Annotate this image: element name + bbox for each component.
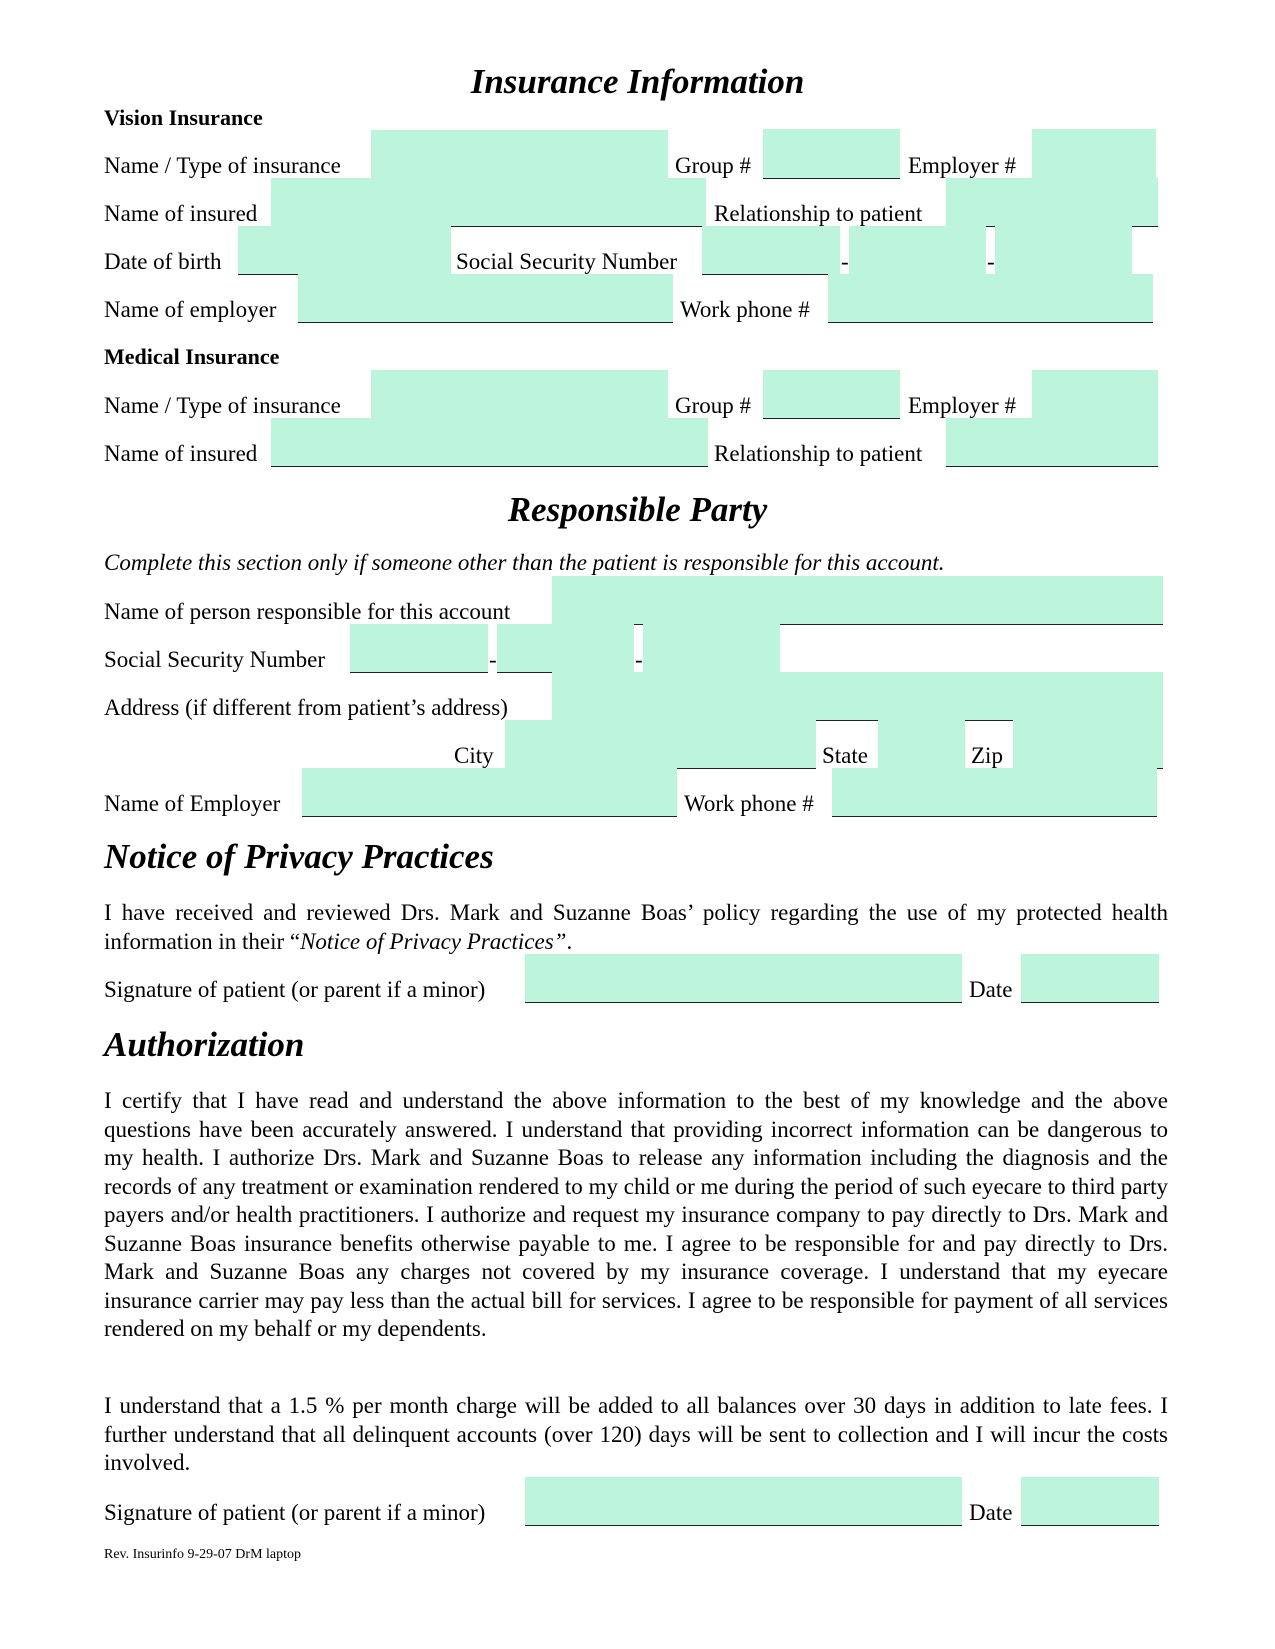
medical-name-type-label: Name / Type of insurance	[104, 393, 341, 418]
privacy-notice-title: Notice of Privacy Practices”	[300, 928, 567, 954]
ssn-dash: -	[987, 249, 995, 274]
medical-name-insured-label: Name of insured	[104, 441, 258, 466]
privacy-date-field[interactable]	[1021, 954, 1159, 1003]
ssn-dash: -	[841, 249, 849, 274]
medical-relationship-field[interactable]	[946, 418, 1158, 467]
medical-insurance-heading: Medical Insurance	[104, 344, 280, 369]
responsible-work-phone-field[interactable]	[832, 768, 1157, 817]
authorization-date-label: Date	[969, 1500, 1013, 1525]
responsible-state-label: State	[822, 743, 868, 768]
responsible-address-label: Address (if different from patient’s address)	[104, 695, 508, 720]
medical-name-insured-field[interactable]	[271, 418, 708, 467]
responsible-party-note: Complete this section only if someone other than the patient is responsible for this account.	[104, 550, 945, 575]
responsible-name-field[interactable]	[552, 576, 1163, 625]
vision-name-employer-label: Name of employer	[104, 297, 277, 322]
revision-footer: Rev. Insurinfo 9-29-07 DrM laptop	[104, 1547, 302, 1562]
responsible-address-field[interactable]	[552, 672, 1163, 721]
authorization-paragraph-2: I understand that a 1.5 % per month charge will be added to all balances over 30 days in addition to late fees. I further understand that all delinquent accounts (over 120) days will be sent to collection and I will incur the costs involved.	[104, 1393, 1168, 1475]
vision-work-phone-field[interactable]	[828, 274, 1153, 323]
responsible-city-label: City	[454, 743, 494, 768]
responsible-ssn-part1-field[interactable]	[350, 624, 488, 673]
privacy-title: Notice of Privacy Practices	[104, 837, 494, 876]
vision-dob-label: Date of birth	[104, 249, 222, 274]
vision-relationship-field[interactable]	[946, 178, 1158, 227]
responsible-employer-label: Name of Employer	[104, 791, 281, 816]
authorization-signature-label: Signature of patient (or parent if a minor)	[104, 1500, 486, 1525]
authorization-signature-field[interactable]	[525, 1477, 962, 1526]
responsible-ssn-part2-field[interactable]	[497, 624, 634, 673]
privacy-text-part2: .	[566, 928, 573, 954]
responsible-zip-field[interactable]	[1013, 720, 1163, 769]
privacy-signature-field[interactable]	[525, 954, 962, 1003]
authorization-paragraph-1: I certify that I have read and understand the above information to the best of my knowledge and the above questions have been accurately answered. I understand that providing incorrect information can be dangerous to my health. I authorize Drs. Mark and Suzanne Boas to release any information including the diagnosis and the records of any treatment or examination rendered to my child or me during the period of such eyecare to third party payers and/or health practitioners. I authorize and request my insurance company to pay directly to Drs. Mark and Suzanne Boas insurance benefits otherwise payable to me. I agree to be responsible for and pay directly to Drs. Mark and Suzanne Boas any charges not covered by my insurance coverage. I understand that my eyecare insurance carrier may pay less than the actual bill for services. I agree to be responsible for payment of all services rendered on my behalf or my dependents.	[104, 1088, 1168, 1341]
vision-ssn-part2-field[interactable]	[849, 226, 986, 275]
responsible-party-title: Responsible Party	[507, 490, 768, 529]
medical-relationship-label: Relationship to patient	[714, 441, 923, 466]
ssn-dash: -	[489, 647, 497, 672]
authorization-title: Authorization	[104, 1025, 305, 1064]
responsible-employer-field[interactable]	[302, 768, 677, 817]
responsible-name-label: Name of person responsible for this account	[104, 599, 511, 624]
responsible-state-field[interactable]	[878, 720, 965, 769]
responsible-zip-label: Zip	[971, 743, 1003, 768]
vision-employer-label: Employer #	[908, 153, 1016, 178]
vision-ssn-label: Social Security Number	[456, 249, 678, 274]
responsible-ssn-part3-field[interactable]	[643, 624, 780, 673]
vision-ssn-part3-field[interactable]	[995, 226, 1132, 275]
vision-group-field[interactable]	[763, 129, 900, 179]
vision-relationship-label: Relationship to patient	[714, 201, 923, 226]
vision-work-phone-label: Work phone #	[680, 297, 810, 322]
privacy-statement	[104, 899, 1168, 956]
responsible-city-field[interactable]	[505, 720, 816, 769]
privacy-date-label: Date	[969, 977, 1013, 1002]
privacy-signature-label: Signature of patient (or parent if a minor)	[104, 977, 486, 1002]
medical-employer-field[interactable]	[1032, 370, 1158, 419]
vision-insurance-type-field[interactable]	[371, 130, 668, 179]
vision-employer-field[interactable]	[1032, 129, 1156, 179]
responsible-ssn-label: Social Security Number	[104, 647, 326, 672]
vision-name-type-label: Name / Type of insurance	[104, 153, 341, 178]
authorization-date-field[interactable]	[1021, 1477, 1159, 1526]
medical-group-field[interactable]	[763, 370, 900, 419]
vision-insurance-heading: Vision Insurance	[104, 105, 263, 130]
privacy-text-part1: I have received and reviewed Drs. Mark and Suzanne Boas’ policy regarding the use of my protected health information in their “	[104, 900, 1168, 954]
vision-group-label: Group #	[675, 153, 752, 178]
medical-group-label: Group #	[675, 393, 752, 418]
responsible-work-phone-label: Work phone #	[684, 791, 814, 816]
vision-dob-field[interactable]	[238, 226, 451, 275]
medical-insurance-type-field[interactable]	[371, 370, 668, 419]
vision-ssn-part1-field[interactable]	[702, 226, 840, 275]
vision-name-insured-label: Name of insured	[104, 201, 258, 226]
page-title: Insurance Information	[470, 62, 805, 101]
ssn-dash: -	[635, 647, 643, 672]
medical-employer-label: Employer #	[908, 393, 1016, 418]
vision-name-insured-field[interactable]	[271, 178, 706, 227]
vision-employer-name-field[interactable]	[298, 274, 673, 323]
